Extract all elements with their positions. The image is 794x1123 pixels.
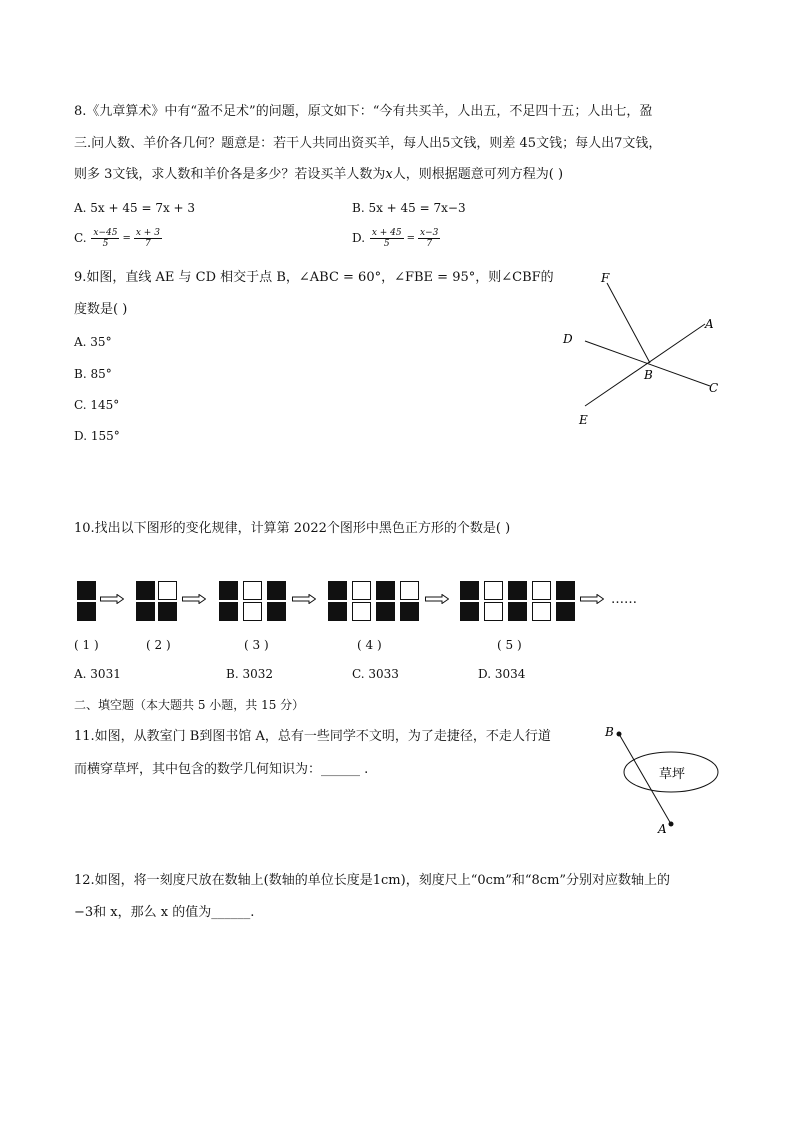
- q9-line-1: 9.如图，直线 AE 与 CD 相交于点 B，∠ABC = 60°，∠FBE = 95°，则∠CBF的: [74, 270, 554, 285]
- arrow-right-icon: [182, 594, 206, 604]
- pattern-label-4: ( 4 ): [357, 638, 382, 652]
- q8-option-c-frac2: $\frac{x + 3}{7}$: [135, 228, 160, 249]
- white-square: [243, 602, 262, 621]
- black-square: [158, 602, 177, 621]
- q12-line-1: 12.如图，将一刻度尺放在数轴上(数轴的单位长度是1cm)，刻度尺上“0cm”和“8cm”分别对应数轴上的: [74, 873, 671, 888]
- white-square: [352, 581, 371, 600]
- black-square: [460, 602, 479, 621]
- label-b: B: [644, 368, 653, 382]
- white-square: [243, 581, 262, 600]
- white-square: [532, 602, 551, 621]
- q8-option-d-frac2: $\frac{x-3}{7}$: [420, 228, 439, 249]
- q8-option-a[interactable]: A. 5x + 45 = 7x + 3: [74, 201, 196, 215]
- black-square: [328, 602, 347, 621]
- pattern-label-3: ( 3 ): [244, 638, 269, 652]
- white-square: [158, 581, 177, 600]
- label-b: B: [605, 725, 614, 739]
- q8-line-3: [74, 167, 563, 183]
- point-a: [669, 822, 674, 827]
- q8-option-c-frac1: $\frac{x-45}{5}$: [93, 228, 118, 249]
- label-a: A: [705, 317, 714, 331]
- pattern-label-2: ( 2 ): [146, 638, 171, 652]
- black-square: [77, 581, 96, 600]
- black-square: [376, 581, 395, 600]
- label-a: A: [658, 822, 667, 836]
- black-square: [328, 581, 347, 600]
- q9-line-2: 度数是( ): [74, 302, 128, 317]
- black-square: [400, 602, 419, 621]
- lawn-label: 草坪: [659, 767, 686, 782]
- q10-option-d[interactable]: D. 3034: [478, 667, 526, 681]
- q8-var-x: x: [385, 167, 393, 182]
- black-square: [267, 602, 286, 621]
- q8-option-c-label: C.: [74, 231, 87, 245]
- white-square: [352, 602, 371, 621]
- q9-figure: [555, 266, 735, 436]
- white-square: [400, 581, 419, 600]
- q9-option-b[interactable]: B. 85°: [74, 367, 112, 381]
- black-square: [508, 602, 527, 621]
- q11-figure: [598, 722, 728, 840]
- black-square: [219, 581, 238, 600]
- pattern-label-5: ( 5 ): [497, 638, 522, 652]
- line-ea: [585, 324, 705, 406]
- white-square: [484, 581, 503, 600]
- black-square: [136, 602, 155, 621]
- q10-option-a[interactable]: A. 3031: [74, 667, 121, 681]
- q12-line-2: −3和 x，那么 x 的值为______.: [74, 905, 255, 920]
- q10-line-1: 10.找出以下图形的变化规律，计算第 2022个图形中黑色正方形的个数是( ): [74, 521, 511, 536]
- q10-option-c[interactable]: C. 3033: [352, 667, 399, 681]
- black-square: [77, 602, 96, 621]
- section-heading-fill-in: 二、填空题（本大题共 5 小题，共 15 分）: [74, 698, 305, 712]
- q8-line-3a: 则多 3文钱，求人数和羊价各是多少？若设买羊人数为: [74, 167, 386, 182]
- arrow-right-icon: [100, 594, 124, 604]
- black-square: [460, 581, 479, 600]
- q8-line-2: 三.问人数、羊价各几何？题意是：若干人共同出资买羊，每人出5文钱，则差 45文钱；每人出7文钱，: [74, 136, 662, 151]
- q8-option-c[interactable]: C. $\frac{x-45}{5}$ = $\frac{x + 3}{7}$: [74, 228, 160, 249]
- q8-option-d-frac1: $\frac{x + 45}{5}$: [371, 228, 402, 249]
- label-c: C: [709, 381, 719, 395]
- q10-option-b[interactable]: B. 3032: [226, 667, 273, 681]
- label-f: F: [601, 271, 610, 285]
- arrow-right-icon: [580, 594, 604, 604]
- q8-option-d-label: D.: [352, 231, 366, 245]
- point-b: [617, 732, 622, 737]
- q8-option-d[interactable]: D. $\frac{x + 45}{5}$ = $\frac{x-3}{7}$: [352, 228, 439, 249]
- white-square: [532, 581, 551, 600]
- label-e: E: [579, 413, 588, 427]
- q8-option-b[interactable]: B. 5x + 45 = 7x−3: [352, 201, 466, 215]
- pattern-ellipsis: ……: [611, 592, 637, 607]
- q11-line-2: 而横穿草坪，其中包含的数学几何知识为：______ .: [74, 762, 369, 777]
- q9-option-d[interactable]: D. 155°: [74, 429, 120, 443]
- q9-option-c[interactable]: C. 145°: [74, 398, 120, 412]
- q11-line-1: 11.如图，从教室门 B到图书馆 A，总有一些同学不文明，为了走捷径，不走人行道: [74, 729, 551, 744]
- white-square: [484, 602, 503, 621]
- black-square: [376, 602, 395, 621]
- q8-line-3b: 人，则根据题意可列方程为( ): [392, 167, 564, 182]
- black-square: [508, 581, 527, 600]
- pattern-label-1: ( 1 ): [74, 638, 99, 652]
- black-square: [219, 602, 238, 621]
- arrow-right-icon: [292, 594, 316, 604]
- black-square: [136, 581, 155, 600]
- arrow-right-icon: [425, 594, 449, 604]
- label-d: D: [563, 332, 573, 346]
- q9-option-a[interactable]: A. 35°: [74, 335, 112, 349]
- q8-line-1: 8.《九章算术》中有“盈不足术”的问题，原文如下：“今有共买羊，人出五，不足四十五；人出七，盈: [74, 104, 653, 119]
- black-square: [556, 602, 575, 621]
- black-square: [556, 581, 575, 600]
- black-square: [267, 581, 286, 600]
